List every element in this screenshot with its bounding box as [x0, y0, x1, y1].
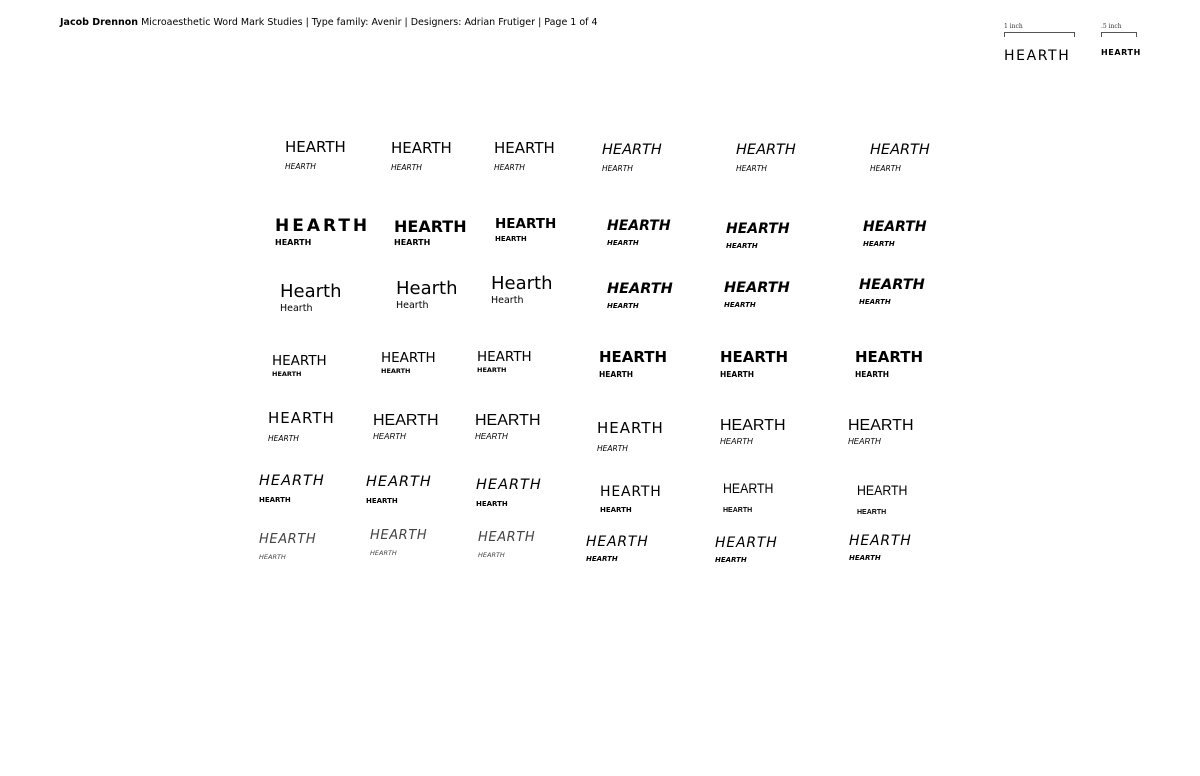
wordmark-large: HEARTH: [848, 417, 914, 434]
author-name: Jacob Drennon: [60, 17, 139, 28]
wordmark-study: [602, 143, 662, 172]
wordmark-study: [863, 220, 927, 248]
wordmark-large: HEARTH: [720, 348, 789, 366]
wordmark-study: [280, 283, 342, 314]
scale-wordmark: HEARTH: [1101, 48, 1141, 57]
wordmark-small: HEARTH: [863, 240, 895, 248]
wordmark-large: HEARTH: [724, 280, 790, 296]
wordmark-study: [726, 222, 790, 250]
wordmark-study: [600, 485, 662, 514]
wordmark-large: HEARTH: [857, 482, 908, 498]
wordmark-large: HEARTH: [475, 412, 541, 429]
wordmark-small: HEARTH: [394, 238, 431, 247]
wordmark-large: HEARTH: [370, 528, 428, 543]
scale-label: .5 inch: [1101, 23, 1122, 30]
scale-wordmark: HEARTH: [1004, 48, 1071, 64]
wordmark-study: [476, 478, 542, 508]
wordmark-small: HEARTH: [870, 163, 901, 173]
wordmark-study: [394, 219, 467, 247]
scale-sample-half-inch: [1101, 23, 1141, 57]
wordmark-large: HEARTH: [478, 530, 536, 545]
wordmark-study: [381, 352, 436, 374]
wordmark-small: HEARTH: [478, 551, 505, 559]
wordmark-large: HEARTH: [849, 533, 912, 549]
wordmark-small: HEARTH: [715, 556, 747, 564]
wordmark-large: HEARTH: [272, 353, 327, 369]
wordmark-small: HEARTH: [285, 162, 316, 171]
wordmark-study: [478, 531, 535, 559]
wordmark-study: [597, 421, 664, 453]
wordmark-large: HEARTH: [863, 219, 927, 235]
wordmark-study: [870, 143, 930, 172]
wordmark-large: HEARTH: [736, 142, 796, 158]
wordmark-small: HEARTH: [726, 242, 758, 250]
wordmark-large: HEARTH: [870, 142, 930, 158]
scale-sample-1-inch: [1004, 23, 1075, 64]
wordmark-study: [720, 418, 786, 446]
wordmark-small: HEARTH: [586, 555, 618, 563]
wordmark-small: HEARTH: [370, 549, 397, 557]
wordmark-large: HEARTH: [723, 480, 774, 496]
wordmark-study: [855, 350, 923, 379]
wordmark-large: HEARTH: [259, 532, 317, 547]
wordmark-large: HEARTH: [602, 142, 662, 158]
wordmark-small: HEARTH: [736, 163, 767, 173]
wordmark-large: HEARTH: [607, 218, 671, 234]
wordmark-study: [715, 536, 778, 564]
wordmark-study: [720, 350, 788, 379]
wordmark-large: HEARTH: [720, 417, 786, 434]
wordmark-small: HEARTH: [720, 370, 755, 379]
wordmark-small: HEARTH: [391, 163, 422, 172]
wordmark-small: HEARTH: [476, 499, 508, 508]
wordmark-small: HEARTH: [477, 365, 507, 374]
wordmark-large: HEARTH: [391, 139, 452, 157]
wordmark-large: Hearth: [396, 278, 458, 299]
wordmark-study: [259, 533, 316, 561]
wordmark-large: HEARTH: [259, 473, 325, 489]
wordmark-large: Hearth: [491, 273, 553, 294]
wordmark-large: HEARTH: [394, 217, 467, 236]
wordmark-study: [477, 351, 532, 373]
wordmark-small: HEARTH: [597, 444, 628, 453]
wordmark-small: HEARTH: [259, 495, 291, 504]
wordmark-small: Hearth: [280, 303, 313, 314]
wordmark-large: HEARTH: [495, 216, 557, 232]
wordmark-small: HEARTH: [723, 507, 753, 514]
wordmark-large: HEARTH: [275, 216, 371, 236]
wordmark-study: [285, 140, 346, 171]
scale-label: 1 inch: [1004, 23, 1023, 30]
wordmark-small: HEARTH: [607, 301, 639, 310]
wordmark-large: HEARTH: [476, 477, 542, 493]
wordmark-large: HEARTH: [285, 138, 346, 156]
scale-bracket: [1101, 32, 1137, 37]
wordmark-study: [373, 413, 439, 441]
wordmark-study: [724, 281, 790, 309]
wordmark-study: [607, 282, 673, 310]
wordmark-small: HEARTH: [857, 509, 887, 516]
wordmark-small: HEARTH: [724, 300, 756, 309]
wordmark-large: HEARTH: [726, 221, 790, 237]
wordmark-study: [272, 355, 327, 377]
wordmark-study: [849, 534, 912, 562]
wordmark-large: Hearth: [280, 281, 342, 302]
wordmark-small: HEARTH: [475, 432, 508, 441]
page-header: [60, 17, 598, 29]
wordmark-study: [391, 141, 452, 172]
wordmark-large: HEARTH: [477, 349, 532, 365]
wordmark-study: [475, 413, 541, 441]
wordmark-large: HEARTH: [586, 534, 649, 550]
wordmark-study: [494, 141, 555, 172]
wordmark-study: [599, 350, 667, 379]
wordmark-large: HEARTH: [268, 409, 335, 427]
wordmark-study: [370, 529, 427, 557]
wordmark-study: [857, 480, 914, 516]
wordmark-small: HEARTH: [720, 437, 753, 446]
wordmark-small: HEARTH: [849, 554, 881, 562]
wordmark-small: HEARTH: [259, 553, 286, 561]
wordmark-small: HEARTH: [381, 366, 411, 375]
wordmark-study: [275, 218, 370, 247]
wordmark-small: HEARTH: [272, 369, 302, 378]
wordmark-study: [586, 535, 649, 563]
wordmark-small: HEARTH: [848, 437, 881, 446]
wordmark-study: [607, 219, 671, 247]
wordmark-study: [495, 218, 556, 243]
wordmark-small: HEARTH: [859, 297, 891, 306]
wordmark-study: [268, 411, 335, 443]
wordmark-study: [736, 143, 796, 172]
wordmark-small: HEARTH: [494, 163, 525, 172]
wordmark-small: HEARTH: [366, 496, 398, 505]
wordmark-study: [859, 278, 925, 306]
wordmark-small: HEARTH: [855, 370, 890, 379]
header-details: Microaesthetic Word Mark Studies | Type family: Avenir | Designers: Adrian Frutiger | Page 1 of 4: [138, 17, 598, 28]
wordmark-study: [491, 275, 553, 306]
wordmark-small: HEARTH: [600, 506, 632, 514]
wordmark-large: HEARTH: [494, 139, 555, 157]
wordmark-small: HEARTH: [268, 434, 299, 443]
wordmark-large: HEARTH: [366, 474, 432, 490]
wordmark-study: [366, 475, 432, 505]
wordmark-small: Hearth: [396, 300, 429, 311]
wordmark-small: HEARTH: [607, 239, 639, 247]
wordmark-large: HEARTH: [855, 348, 924, 366]
wordmark-small: HEARTH: [602, 163, 633, 173]
wordmark-study: [723, 478, 780, 514]
wordmark-large: HEARTH: [607, 281, 673, 297]
wordmark-study: [259, 474, 325, 504]
wordmark-small: HEARTH: [599, 370, 634, 379]
wordmark-small: HEARTH: [373, 432, 406, 441]
wordmark-large: HEARTH: [599, 348, 668, 366]
wordmark-study: [848, 418, 914, 446]
wordmark-small: HEARTH: [275, 238, 312, 247]
wordmark-large: HEARTH: [715, 535, 778, 551]
scale-bracket: [1004, 32, 1075, 37]
wordmark-small: Hearth: [491, 295, 524, 306]
wordmark-large: HEARTH: [597, 419, 664, 437]
wordmark-study: [396, 280, 458, 311]
wordmark-large: HEARTH: [381, 350, 436, 366]
wordmark-large: HEARTH: [373, 412, 439, 429]
wordmark-large: HEARTH: [600, 484, 662, 500]
wordmark-small: HEARTH: [495, 234, 527, 243]
wordmark-large: HEARTH: [859, 277, 925, 293]
